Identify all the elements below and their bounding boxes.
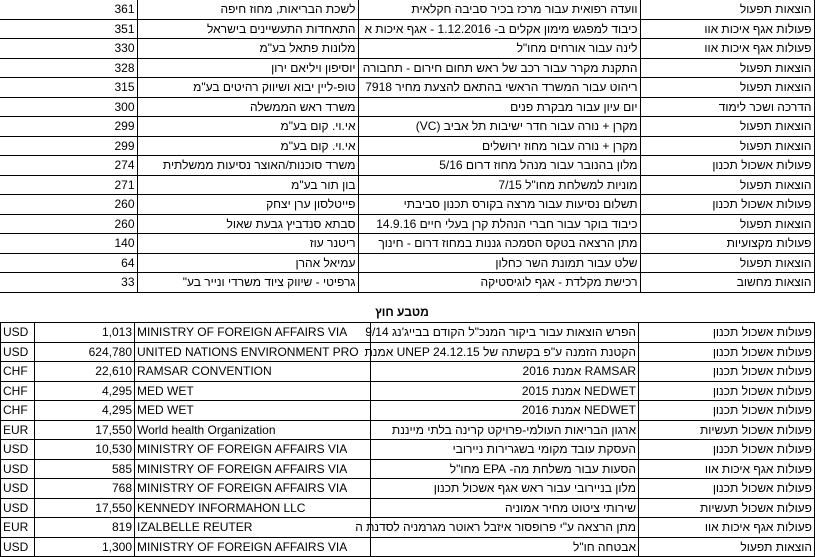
category-cell[interactable]: הוצאות תפעול [640,175,814,195]
table-row [0,97,814,117]
category-cell[interactable]: הוצאות תפעול [640,253,814,273]
currency-cell[interactable]: USD [1,479,35,499]
category-cell[interactable]: פעולות אשכול תכנון [640,195,814,215]
amount-cell[interactable]: 17,550 [35,420,135,440]
vendor-cell[interactable]: World health Organization [135,420,371,440]
category-cell[interactable]: פעולות אשכול תכנון [639,362,815,382]
vendor-cell[interactable]: משרד ראש הממשלה [137,97,358,117]
table-row [1,401,815,421]
amount-cell[interactable]: 140 [0,234,137,254]
foreign-expenses-table [0,322,815,557]
amount-cell[interactable]: 64 [0,253,137,273]
table-row [0,39,814,59]
vendor-cell[interactable]: אי.וי. קום בע"מ [137,117,358,137]
amount-cell[interactable]: 4,295 [35,381,135,401]
amount-cell[interactable]: 1,300 [35,537,135,557]
table-row [0,58,814,78]
category-cell[interactable]: פעולות אשכול תכנון [639,401,815,421]
category-cell[interactable]: הדרכה ושכר לימוד [640,97,814,117]
amount-cell[interactable]: 274 [0,156,137,176]
vendor-cell[interactable]: UNITED NATIONS ENVIRONMENT PRO [135,342,371,362]
vendor-cell[interactable]: טופ-ליין יבוא ושיווק רהיטים בע"מ [137,78,358,98]
currency-cell[interactable]: EUR [1,518,35,538]
category-cell[interactable]: פעולות אגף איכות אוו [639,459,815,479]
vendor-cell[interactable]: ריטנר עוז [137,234,358,254]
category-cell[interactable]: הוצאות מחשוב [640,273,814,293]
description-cell[interactable]: מקרן + נורה עבור מחוז ירושלים [358,136,640,156]
amount-cell[interactable]: 22,610 [35,362,135,382]
amount-cell[interactable]: 330 [0,39,137,59]
table-row [0,253,814,273]
vendor-cell[interactable]: IZALBELLE REUTER [135,518,371,538]
currency-cell[interactable]: EUR [1,420,35,440]
description-cell[interactable]: יום עיון עבור מבקרת פנים [358,97,640,117]
amount-cell[interactable]: 260 [0,214,137,234]
amount-cell[interactable]: 17,550 [35,498,135,518]
vendor-cell[interactable]: משרד סוכנות/האוצר נסיעות ממשלתית [137,156,358,176]
description-cell[interactable]: העסקת עובד מקומי בשגרירות ניירובי [371,440,639,460]
vendor-cell[interactable]: KENNEDY INFORMAHON LLC [135,498,371,518]
category-cell[interactable]: פעולות אגף איכות אוו [640,19,814,39]
table-row [1,323,815,343]
table-row [0,214,814,234]
currency-cell[interactable]: CHF [1,362,35,382]
table-row [1,498,815,518]
amount-cell[interactable]: 10,530 [35,440,135,460]
currency-cell[interactable]: CHF [1,401,35,421]
description-cell[interactable]: שירותי ציטוט מחיר אמוניה [371,498,639,518]
category-cell[interactable]: הוצאות תפעול [639,537,815,557]
description-cell[interactable]: ריהוט עבור המשרד הראשי בהתאם להצעת מחיר 7918 [358,78,640,98]
description-cell[interactable]: הפרש הוצאות עבור ביקור המנכ"ל הקודם בבייג'נג 9/14 [371,323,639,343]
table-row [0,0,814,19]
category-cell[interactable]: הוצאות תפעול [640,117,814,137]
category-cell[interactable]: הוצאות תפעול [640,58,814,78]
table-row [0,234,814,254]
category-cell[interactable]: פעולות אגף איכות אוו [639,518,815,538]
category-cell[interactable]: הוצאות תפעול [640,214,814,234]
table-row [1,518,815,538]
category-cell[interactable]: פעולות אשכול תכנון [639,381,815,401]
vendor-cell[interactable]: MINISTRY OF FOREIGN AFFAIRS VIA [135,459,371,479]
amount-cell[interactable]: 351 [0,19,137,39]
amount-cell[interactable]: 585 [35,459,135,479]
description-cell[interactable]: ארגון הבריאות העולמי-פרויקט קרינה בלתי מייננת [371,420,639,440]
amount-cell[interactable]: 768 [35,479,135,499]
category-cell[interactable]: פעולות אשכול תכנון [639,440,815,460]
vendor-cell[interactable]: MED WET [135,401,371,421]
description-cell[interactable]: NEDWET אמנת 2016 [371,401,639,421]
description-cell[interactable]: וועדה רפואית עבור מרכז בכיר סביבה חקלאית [358,0,640,19]
description-cell[interactable]: מוניות למשלחת מחו"ל 7/15 [358,175,640,195]
category-cell[interactable]: פעולות אשכול תכנון [639,323,815,343]
vendor-cell[interactable]: מלונות פתאל בע"מ [137,39,358,59]
vendor-cell[interactable]: MINISTRY OF FOREIGN AFFAIRS VIA [135,440,371,460]
description-cell[interactable]: לינה עבור אורחים מחו"ל [358,39,640,59]
description-cell[interactable]: התקנת מקרר עבור רכב של ראש תחום חירום - תחבורה [358,58,640,78]
table-row [0,195,814,215]
category-cell[interactable]: פעולות אשכול תכנון [640,156,814,176]
amount-cell[interactable]: 1,013 [35,323,135,343]
category-cell[interactable]: פעולות אשכול תכנון [639,342,815,362]
table-row [0,273,814,293]
table-row [0,117,814,137]
table-row [1,342,815,362]
vendor-cell[interactable]: אי.וי. קום בע"מ [137,136,358,156]
currency-cell[interactable]: USD [1,537,35,557]
table-row [1,381,815,401]
table-row [0,19,814,39]
currency-cell[interactable]: USD [1,323,35,343]
description-cell[interactable]: מתן הרצאה ע"י פרופסור איזבל ראוטר מגרמניה לסדנת ה [371,518,639,538]
amount-cell[interactable]: 819 [35,518,135,538]
description-cell[interactable]: מקרן + נורה עבור חדר ישיבות תל אביב (VC) [358,117,640,137]
category-cell[interactable]: הוצאות תפעול [640,78,814,98]
description-cell[interactable]: NEDWET אמנת 2015 [371,381,639,401]
currency-cell[interactable]: USD [1,498,35,518]
vendor-cell[interactable]: RAMSAR CONVENTION [135,362,371,382]
vendor-cell[interactable]: יוסיפון ויליאם ירון [137,58,358,78]
vendor-cell[interactable]: MINISTRY OF FOREIGN AFFAIRS VIA [135,479,371,499]
category-cell[interactable]: פעולות אשכול תכנון [639,479,815,499]
table-row [1,479,815,499]
vendor-cell[interactable]: עמיאל אהרן [137,253,358,273]
table-row [1,362,815,382]
table-row [1,459,815,479]
description-cell[interactable]: כיבוד בוקר עבור חברי הנהלת קרן בעלי חיים 14.9.16 [358,214,640,234]
amount-cell[interactable]: 271 [0,175,137,195]
currency-cell[interactable]: USD [1,459,35,479]
amount-cell[interactable]: 4,295 [35,401,135,421]
description-cell[interactable]: שלט עבור תמונת השר כחלון [358,253,640,273]
currency-cell[interactable]: USD [1,342,35,362]
description-cell[interactable]: הסעות עבור משלחת מה- EPA מחו"ל [371,459,639,479]
vendor-cell[interactable]: לשכת הבריאות, מחוז חיפה [137,0,358,19]
category-cell[interactable]: פעולות אשכול תעשיות [639,498,815,518]
description-cell[interactable]: מלון בניירובי עבור ראש אגף אשכול תכנון [371,479,639,499]
amount-cell[interactable]: 299 [0,117,137,137]
category-cell[interactable]: פעולות מקצועיות [640,234,814,254]
amount-cell[interactable]: 260 [0,195,137,215]
table-row [0,175,814,195]
amount-cell[interactable]: 299 [0,136,137,156]
table-row [0,78,814,98]
amount-cell[interactable]: 361 [0,0,137,19]
table-row [0,156,814,176]
amount-cell[interactable]: 328 [0,58,137,78]
description-cell[interactable]: מלון בהנובר עבור מנהל מחוז דרום 5/16 [358,156,640,176]
amount-cell[interactable]: 300 [0,97,137,117]
description-cell[interactable]: מתן הרצאה בטקס הסמכה גננות במחוז דרום - חינוך [358,234,640,254]
table-row [1,440,815,460]
vendor-cell[interactable]: MINISTRY OF FOREIGN AFFAIRS VIA [135,537,371,557]
category-cell[interactable]: פעולות אגף איכות אוו [640,39,814,59]
amount-cell[interactable]: 33 [0,273,137,293]
category-cell[interactable]: פעולות אשכול תעשיות [639,420,815,440]
table-row [1,420,815,440]
category-cell[interactable]: הוצאות תפעול [640,0,814,19]
amount-cell[interactable]: 624,780 [35,342,135,362]
description-cell[interactable]: אבטחה חו"ל [371,537,639,557]
description-cell[interactable]: כיבוד למפגש מימון אקלים ב- 1.12.2016 - אגף איכות א [358,19,640,39]
table-row [0,136,814,156]
vendor-cell[interactable]: פייטלסון ערן יצחק [137,195,358,215]
table-row [1,537,815,557]
vendor-cell[interactable]: סבתא סנדביץ גבעת שאול [137,214,358,234]
vendor-cell[interactable]: בון תור בע"מ [137,175,358,195]
description-cell[interactable]: הקטנת הזמנה ע"פ בקשתה של UNEP 24.12.15 אמנת [371,342,639,362]
currency-cell[interactable]: CHF [1,381,35,401]
description-cell[interactable]: תשלום נסיעות עבור מרצה בקורס תכנון סביבתי [358,195,640,215]
vendor-cell[interactable]: MED WET [135,381,371,401]
vendor-cell[interactable]: גרפיטי - שיווק ציוד משרדי ונייר בע" [137,273,358,293]
description-cell[interactable]: רכישת מקלדת - אגף לוגיסטיקה [358,273,640,293]
amount-cell[interactable]: 315 [0,78,137,98]
vendor-cell[interactable]: MINISTRY OF FOREIGN AFFAIRS VIA [135,323,371,343]
foreign-currency-section-title: מטבע חוץ [375,305,429,319]
currency-cell[interactable]: USD [1,440,35,460]
vendor-cell[interactable]: התאחדות התעשיינים בישראל [137,19,358,39]
category-cell[interactable]: הוצאות תפעול [640,136,814,156]
description-cell[interactable]: RAMSAR אמנת 2016 [371,362,639,382]
